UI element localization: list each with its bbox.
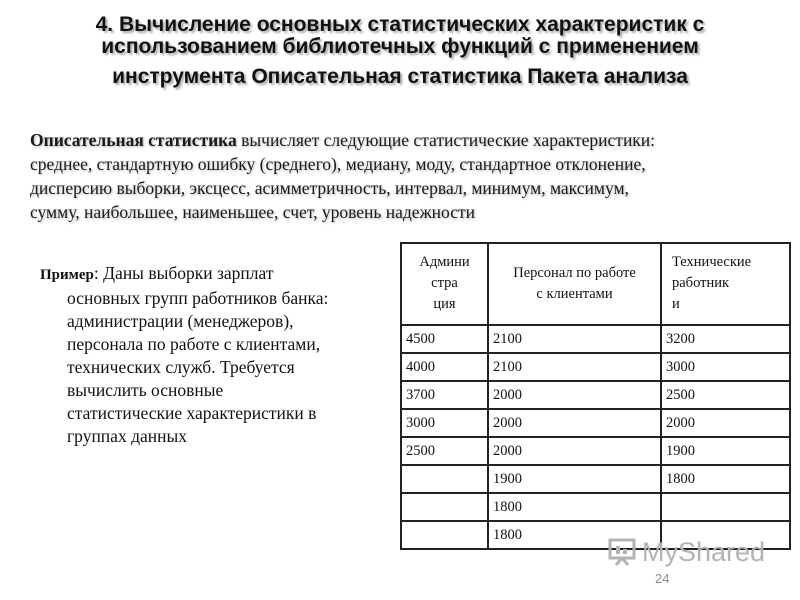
example-label: Пример <box>40 267 94 283</box>
table-row <box>401 409 790 437</box>
intro-line-3: дисперсию выборки, эксцесс, асимметричность, интервал, минимум, максимум, <box>30 178 629 198</box>
table-cell: 2100 <box>488 325 661 353</box>
table-cell: 1900 <box>488 465 661 493</box>
header-administration: Админи стра ция <box>401 243 488 325</box>
example-line: статистические характеристики в <box>67 403 317 423</box>
table-row <box>401 353 790 381</box>
example-line: вычислить основные <box>67 380 224 400</box>
table-cell: 1800 <box>488 493 661 521</box>
table-cell: 1800 <box>661 465 790 493</box>
table-cell: 2000 <box>488 437 661 465</box>
table-cell: 1800 <box>488 521 661 549</box>
intro-line-2: среднее, стандартную ошибку (среднего), медиану, моду, стандартное отклонение, <box>30 154 646 174</box>
table-cell <box>661 493 790 521</box>
example-line: Пример: Даны выборки зарплат <box>40 263 274 283</box>
watermark <box>608 537 765 568</box>
table-header-row <box>401 243 790 325</box>
title-line-3: инструмента Описательная статистика Пакета анализа <box>112 65 688 88</box>
table-cell: 4000 <box>401 353 488 381</box>
table-cell: 2000 <box>661 409 790 437</box>
table-cell: 1900 <box>661 437 790 465</box>
table-cell <box>401 493 488 521</box>
intro-line-1: вычисляет следующие статистические характеристики: <box>236 130 656 150</box>
example-line: администрации (менеджеров), <box>67 311 294 331</box>
table-cell: 3000 <box>661 353 790 381</box>
table-row <box>401 437 790 465</box>
title-line-2: использованием библиотечных функций с применением <box>101 35 699 58</box>
table-row <box>401 381 790 409</box>
intro-paragraph <box>30 128 780 224</box>
table-cell: 2000 <box>488 409 661 437</box>
watermark-text: MyShared <box>642 537 766 567</box>
table-row <box>401 465 790 493</box>
presentation-board-icon <box>608 538 638 566</box>
title-line-1: 4. Вычисление основных статистических характеристик с <box>95 13 705 36</box>
table-cell: 2500 <box>661 381 790 409</box>
example-line: группах данных <box>67 426 187 446</box>
table-cell <box>401 465 488 493</box>
header-client-staff: Персонал по работе с клиентами <box>488 243 661 325</box>
table-cell: 3000 <box>401 409 488 437</box>
intro-line-4: сумму, наибольшее, наименьшее, счет, уровень надежности <box>30 202 475 222</box>
header-technical-staff: Технические работник и <box>661 243 790 325</box>
table-row <box>401 325 790 353</box>
table-cell <box>401 521 488 549</box>
table-cell: 3700 <box>401 381 488 409</box>
example-paragraph <box>40 262 380 448</box>
salary-table <box>400 242 791 550</box>
slide-title <box>30 14 770 88</box>
intro-term: Описательная статистика <box>30 130 237 150</box>
page-number: 24 <box>655 571 670 586</box>
table-cell: 3200 <box>661 325 790 353</box>
table-cell: 4500 <box>401 325 488 353</box>
example-line: основных групп работников банка: <box>67 288 329 308</box>
example-line: технических служб. Требуется <box>67 357 295 377</box>
example-line: персонала по работе с клиентами, <box>67 334 321 354</box>
table-cell: 2100 <box>488 353 661 381</box>
table-cell: 2500 <box>401 437 488 465</box>
table-row <box>401 493 790 521</box>
table-cell: 2000 <box>488 381 661 409</box>
